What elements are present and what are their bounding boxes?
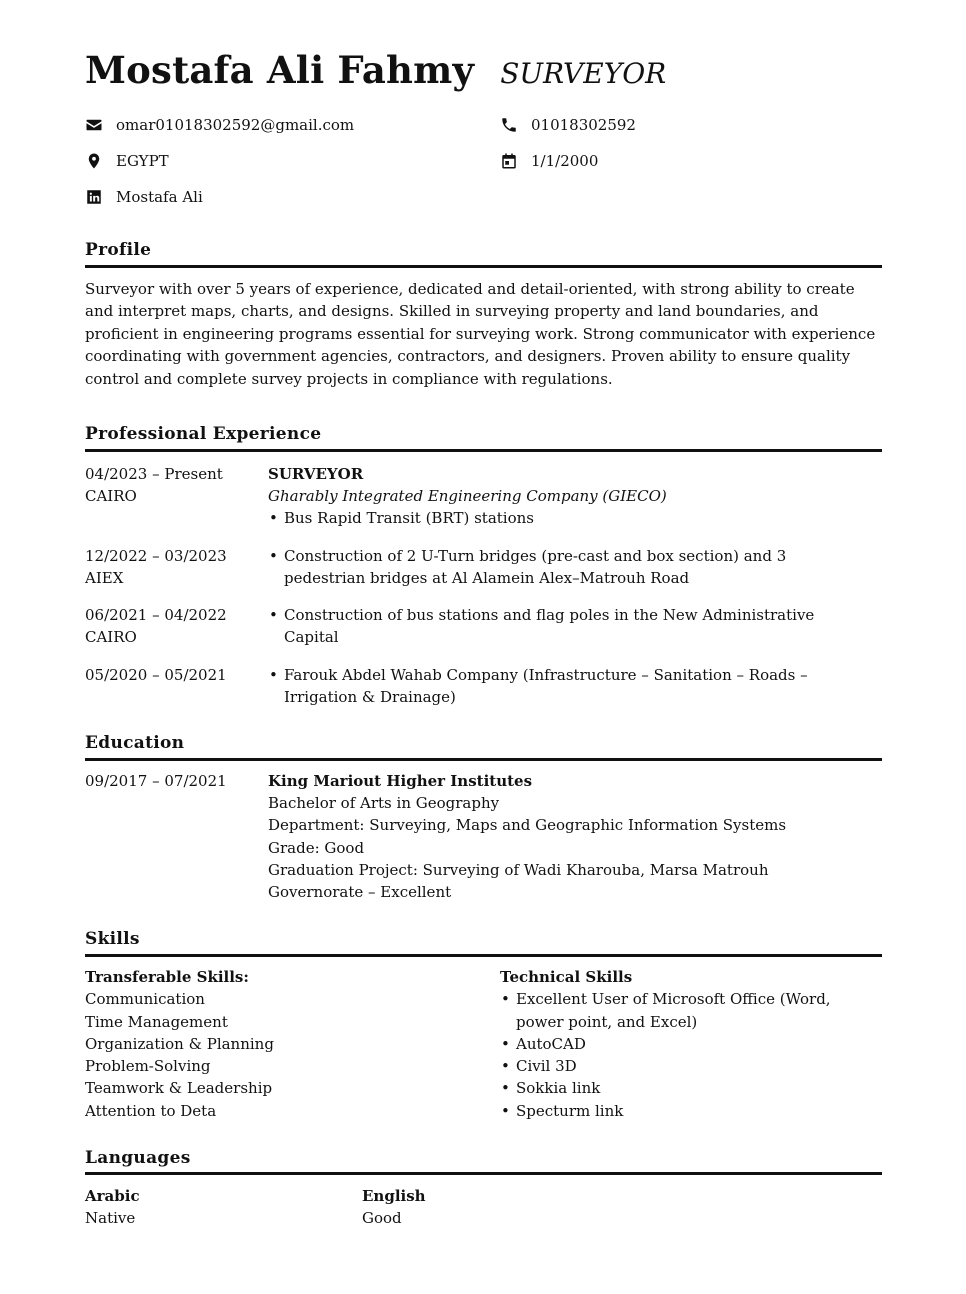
contact-location <box>85 152 169 170</box>
experience-divider <box>85 449 882 452</box>
header <box>85 48 666 92</box>
technical-skill-item: • Specturm link <box>500 1100 882 1122</box>
contact-birthdate <box>500 152 598 170</box>
education-degree: Bachelor of Arts in Geography <box>268 794 500 813</box>
language-name: Arabic <box>85 1187 140 1205</box>
experience-position: SURVEYOR <box>268 465 364 483</box>
skill-item: Problem-Solving <box>85 1057 211 1076</box>
skill-item: Organization & Planning <box>85 1034 274 1053</box>
profile-divider <box>85 265 882 268</box>
transferable-skills-title: Transferable Skills: <box>85 968 249 986</box>
education-grade: Grade: Good <box>268 838 365 857</box>
birthdate-text: 1/1/2000 <box>531 152 599 170</box>
experience-city: CAIRO <box>85 487 137 506</box>
candidate-name: Mostafa Ali Fahmy <box>85 48 475 92</box>
linkedin-icon <box>85 188 103 206</box>
phone-text: 01018302592 <box>531 116 636 134</box>
email-text: omar01018302592@gmail.com <box>116 116 355 134</box>
experience-date: 12/2022 – 03/2023 <box>85 547 227 565</box>
skills-heading: Skills <box>85 929 140 949</box>
education-department: Department: Surveying, Maps and Geographic Information Systems <box>268 816 787 835</box>
profile-text: Surveyor with over 5 years of experience, dedicated and detail-oriented, with strong ability to create and interpret maps, charts, and designs. Skilled in surveying property and land boundaries, and proficient in engineering programs essential for surveying work. Strong communicator with experience coordinating with government agencies, contractors, and designers. Proven ability to ensure quality control and complete survey projects in compliance with regulations. <box>85 280 876 388</box>
technical-skill-item: • Excellent User of Microsoft Office (Word, power point, and Excel) <box>500 988 882 1033</box>
technical-skill-item: • AutoCAD <box>500 1033 882 1055</box>
calendar-icon <box>500 152 518 170</box>
skill-item: Time Management <box>85 1012 228 1031</box>
technical-skills-title: Technical Skills <box>500 968 633 986</box>
envelope-icon <box>85 116 103 134</box>
candidate-role: SURVEYOR <box>500 57 667 90</box>
location-text: EGYPT <box>116 152 169 170</box>
experience-bullet: • Construction of 2 U-Turn bridges (pre-cast and box section) and 3 pedestrian bridges at Al Alamein Alex–Matrouh Road <box>268 545 868 589</box>
education-heading: Education <box>85 733 185 753</box>
languages-divider <box>85 1172 882 1175</box>
education-school: King Mariout Higher Institutes <box>268 772 533 790</box>
education-project: Graduation Project: Surveying of Wadi Kharouba, Marsa Matrouh Governorate – Excellent <box>268 860 769 902</box>
experience-company: Gharably Integrated Engineering Company (GIECO) <box>268 487 667 506</box>
language-name: English <box>362 1187 426 1205</box>
skill-item: Attention to Deta <box>85 1101 217 1120</box>
experience-date: 04/2023 – Present <box>85 465 223 483</box>
language-level: Good <box>362 1209 402 1228</box>
language-item <box>362 1185 426 1230</box>
location-pin-icon <box>85 152 103 170</box>
experience-bullet: • Bus Rapid Transit (BRT) stations <box>268 507 868 529</box>
contact-phone[interactable] <box>500 116 636 134</box>
transferable-skills <box>85 966 465 1122</box>
language-level: Native <box>85 1209 136 1228</box>
language-item <box>85 1185 140 1230</box>
technical-skill-item: • Sokkia link <box>500 1077 882 1099</box>
technical-skills <box>500 966 882 1122</box>
experience-date: 06/2021 – 04/2022 <box>85 606 227 624</box>
experience-bullet: • Farouk Abdel Wahab Company (Infrastructure – Sanitation – Roads – Irrigation & Drainage) <box>268 664 868 708</box>
education-divider <box>85 758 882 761</box>
experience-date: 05/2020 – 05/2021 <box>85 666 227 684</box>
profile-heading: Profile <box>85 240 152 260</box>
experience-bullet: • Construction of bus stations and flag poles in the New Administrative Capital <box>268 604 868 648</box>
experience-city: AIEX <box>85 569 124 588</box>
skill-item: Teamwork & Leadership <box>85 1079 273 1098</box>
contact-linkedin[interactable] <box>85 188 203 206</box>
skills-divider <box>85 954 882 957</box>
experience-city: CAIRO <box>85 628 137 647</box>
technical-skill-item: • Civil 3D <box>500 1055 882 1077</box>
phone-icon <box>500 116 518 134</box>
contact-email[interactable] <box>85 116 354 134</box>
linkedin-text: Mostafa Ali <box>116 188 203 206</box>
skill-item: Communication <box>85 990 205 1009</box>
education-date: 09/2017 – 07/2021 <box>85 772 227 790</box>
languages-heading: Languages <box>85 1148 191 1168</box>
experience-heading: Professional Experience <box>85 424 322 444</box>
